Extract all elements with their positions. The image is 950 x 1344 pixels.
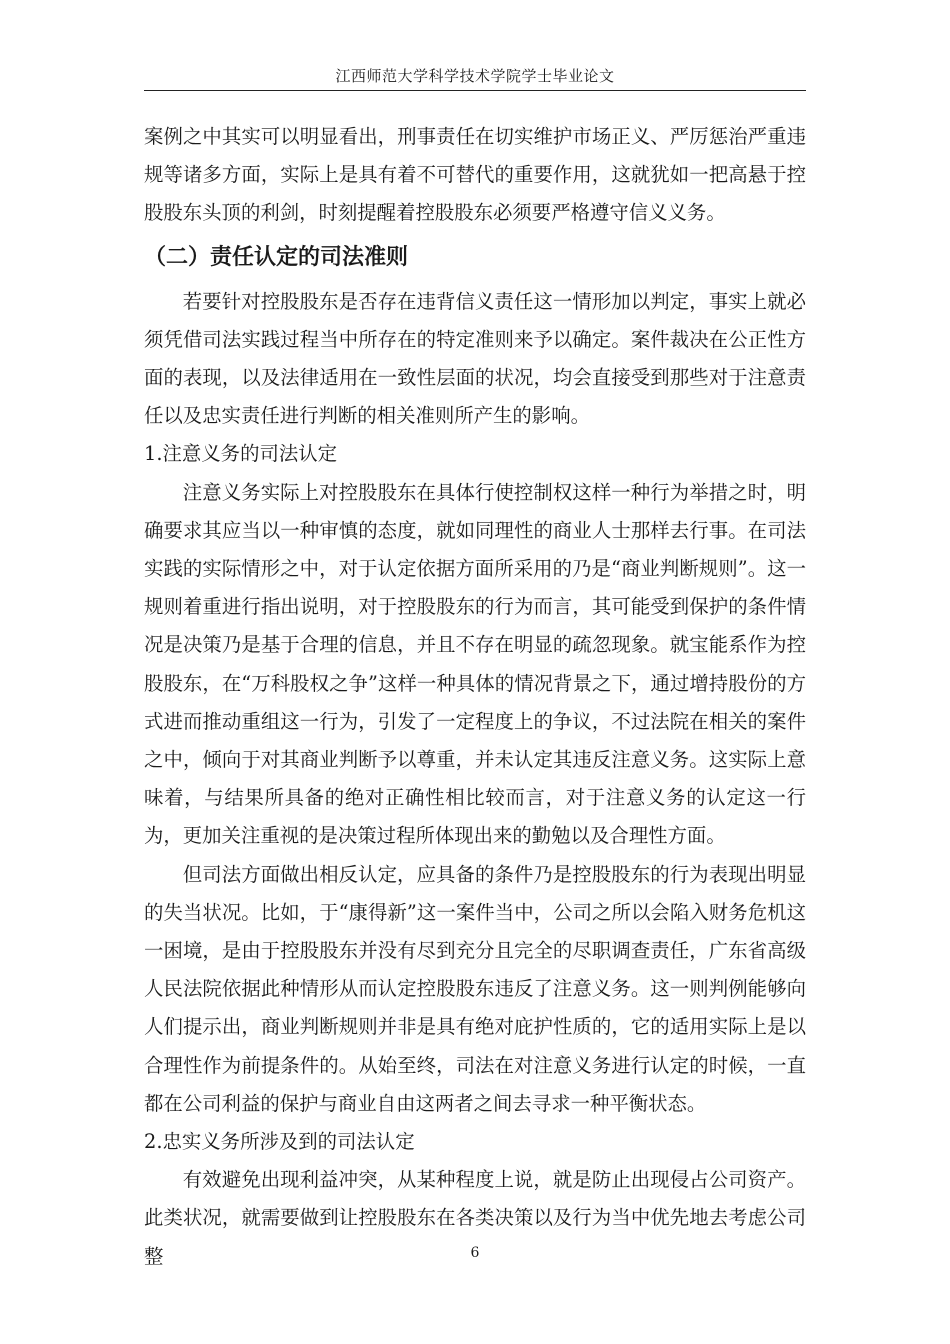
paragraph: 有效避免出现利益冲突，从某种程度上说，就是防止出现侵占公司资产。此类状况，就需要做到让控股股东在各类决策以及行为当中优先地去考虑公司整 (144, 1168, 806, 1268)
subsection-heading: 1.注意义务的司法认定 (144, 442, 338, 466)
paragraph: 若要针对控股股东是否存在违背信义责任这一情形加以判定，事实上就必须凭借司法实践过程当中所存在的特定准则来予以确定。案件裁决在公正性方面的表现，以及法律适用在一致性层面的状况，均会直接受到那些对于注意责任以及忠实责任进行判断的相关准则所产生的影响。 (144, 289, 806, 428)
body-text (144, 118, 806, 1276)
paragraph: 但司法方面做出相反认定，应具备的条件乃是控股股东的行为表现出明显的失当状况。比如，于“康得新”这一案件当中，公司之所以会陷入财务危机这一困境，是由于控股股东并没有尽到充分且完全的尽职调查责任，广东省高级人民法院依据此种情形从而认定控股股东违反了注意义务。这一则判例能够向人们提示出，商业判断规则并非是具有绝对庇护性质的，它的适用实际上是以合理性作为前提条件的。从始至终，司法在对注意义务进行认定的时候，一直都在公司利益的保护与商业自由这两者之间去寻求一种平衡状态。 (144, 862, 806, 1115)
section-heading: （二）责任认定的司法准则 (144, 244, 409, 270)
running-header: 江西师范大学科学技术学院学士毕业论文 (335, 67, 615, 85)
subsection-heading: 2.忠实义务所涉及到的司法认定 (144, 1130, 415, 1154)
page-number: 6 (470, 1245, 480, 1261)
header-rule (144, 90, 806, 91)
paragraph: 案例之中其实可以明显看出，刑事责任在切实维护市场正义、严厉惩治严重违规等诸多方面，实际上是具有着不可替代的重要作用，这就犹如一把高悬于控股股东头顶的利剑，时刻提醒着控股股东必须要严格遵守信义义务。 (144, 125, 806, 225)
paragraph: 注意义务实际上对控股股东在具体行使控制权这样一种行为举措之时，明确要求其应当以一种审慎的态度，就如同理性的商业人士那样去行事。在司法实践的实际情形之中，对于认定依据方面所采用的乃是“商业判断规则”。这一规则着重进行指出说明，对于控股股东的行为而言，其可能受到保护的条件情况是决策乃是基于合理的信息，并且不存在明显的疏忽现象。就宝能系作为控股股东，在“万科股权之争”这样一种具体的情况背景之下，通过增持股份的方式进而推动重组这一行为，引发了一定程度上的争议，不过法院在相关的案件之中，倾向于对其商业判断予以尊重，并未认定其违反注意义务。这实际上意味着，与结果所具备的绝对正确性相比较而言，对于注意义务的认定这一行为，更加关注重视的是决策过程所体现出来的勤勉以及合理性方面。 (144, 480, 806, 848)
